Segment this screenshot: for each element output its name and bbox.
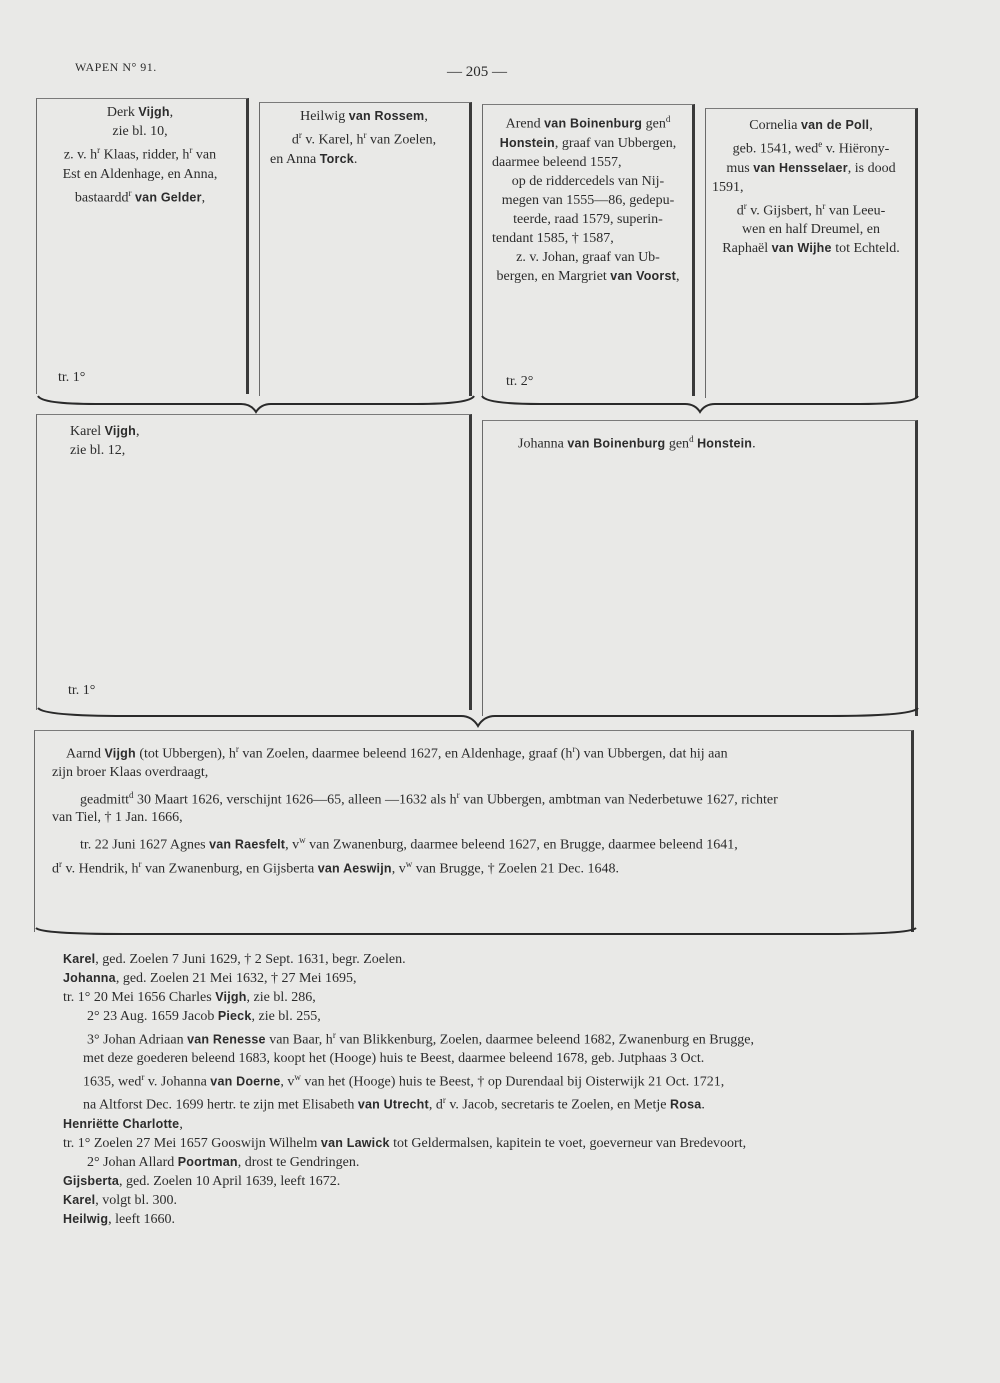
child-johanna: Johanna, ged. Zoelen 21 Mei 1632, † 27 Mei 1695,: [63, 971, 357, 986]
child-karel-2: Karel, volgt bl. 300.: [63, 1192, 177, 1208]
box-derk-text: Derk Vijgh, zie bl. 10, z. v. $h^r$ Klaas, ridder, $h^r$ van Est en Aldenhage, en Anna, bastaardd$^r$ van Gelder,: [62, 105, 218, 206]
brace-row1-left: [36, 392, 476, 414]
aarnd-entry: Aarnd Vijgh (tot Ubbergen), $h^r$ van Zoelen, daarmee beleend 1627, en Aldenhage, graaf $(h^r)$ van Ubbergen, dat hij aan zijn broer Klaas overdraagt, geadmitt$^d$ 30 Maart 1626, verschijnt 1626—65, alleen —1632 als $h^r$ van Ubbergen, ambtman van Nederbetuwe 1627, richter van Tiel, † 1 Jan. 1666, tr. 22 Juni 1627 Agnes van Raesfelt, $v^w$ van Zwanenburg, daarmee beleend 1627, en Brugge, daarmee beleend 1641, $d^r$ v. Hendrik, $h^r$ van Zwanenburg, en Gijsberta van Aeswijn, $v^w$ van Brugge, † Zoelen 21 Dec. 1648.: [52, 744, 778, 877]
children-list: Karel, ged. Zoelen 7 Juni 1629, † 2 Sept. 1631, begr. Zoelen. Johanna, ged. Zoelen 21 Mei 1632, † 27 Mei 1695, tr. 1° 20 Mei 1656 Charles Vijgh, zie bl. 286, 2° 23 Aug. 1659 Jacob Pieck, zie bl. 255, 3° Johan Adriaan van Renesse van Baar, $h^r$ van Blikkenburg, Zoelen, daarmee beleend 1682, Zwanenburg en Brugge, met deze goederen beleend 1683, koopt het (Hooge) huis te Beest, daarmee beleend 1678, geb. Jutphaas 3 Oct. 1635, wed$^r$ v. Johanna van Doerne, $v^w$ van het (Hooge) huis te Beest, † op Durendaal bij Oisterwijk 21 Oct. 1721, na Altforst Dec. 1699 hertr. te zijn met Elisabeth van Utrecht, $d^r$ v. Jacob, secretaris te Zoelen, en Metje Rosa. Henriëtte Charlotte, tr. 1° Zoelen 27 Mei 1657 Gooswijn Wilhelm van Lawick tot Geldermalsen, kapitein te voet, goeverneur van Bredevoort, 2° Johan Allard Poortman, drost te Gendringen. Gijsberta, ged. Zoelen 10 April 1639, leeft 1672. Karel, volgt bl. 300. Heilwig, leeft 1660.: [63, 950, 908, 1229]
child-karel: Karel, ged. Zoelen 7 Juni 1629, † 2 Sept. 1631, begr. Zoelen.: [63, 952, 406, 967]
child-heilwig: Heilwig, leeft 1660.: [63, 1211, 176, 1227]
brace-row2: [36, 704, 920, 728]
box-cornelia-text: Cornelia van de Poll, geb. 1541, wed$^e$ v. Hiërony- mus van Hensselaer, is dood 1591, $d^r$ v. Gijsbert, $h^r$ van Leeu- wen en half Dreumel, en Raphaël van Wijhe tot Echteld.: [712, 118, 900, 257]
box-johanna: [482, 420, 918, 716]
box-karel-text: Karel Vijgh, zie bl. 12,: [70, 424, 140, 458]
page-number: — 205 —: [447, 64, 507, 80]
child-henriette: Henriëtte Charlotte,: [63, 1116, 183, 1132]
child-gijsberta: Gijsberta, ged. Zoelen 10 April 1639, leeft 1672.: [63, 1173, 341, 1189]
marriage-label-3: tr. 1°: [68, 683, 96, 698]
box-arend-text: Arend van Boinenburg gen$^d$ Honstein, graaf van Ubbergen, daarmee beleend 1557, op de riddercedels van Nij- megen van 1555—86, gedepu- teerde, raad 1579, superin- tendant 1585, † 1587, z. v. Johan, graaf van Ub- bergen, en Margriet van Voorst,: [492, 114, 680, 284]
box-heilwig-text: Heilwig van Rossem, $d^r$ v. Karel, $h^r$ van Zoelen, en Anna Torck.: [270, 109, 437, 167]
brace-row3: [34, 926, 918, 942]
running-head: WAPEN N° 91.: [75, 60, 157, 74]
marriage-label-2: tr. 2°: [506, 374, 534, 389]
marriage-label-1: tr. 1°: [58, 370, 86, 385]
brace-row1-right: [480, 394, 920, 416]
box-johanna-text: Johanna van Boinenburg gen$^d$ Honstein.: [518, 434, 756, 452]
